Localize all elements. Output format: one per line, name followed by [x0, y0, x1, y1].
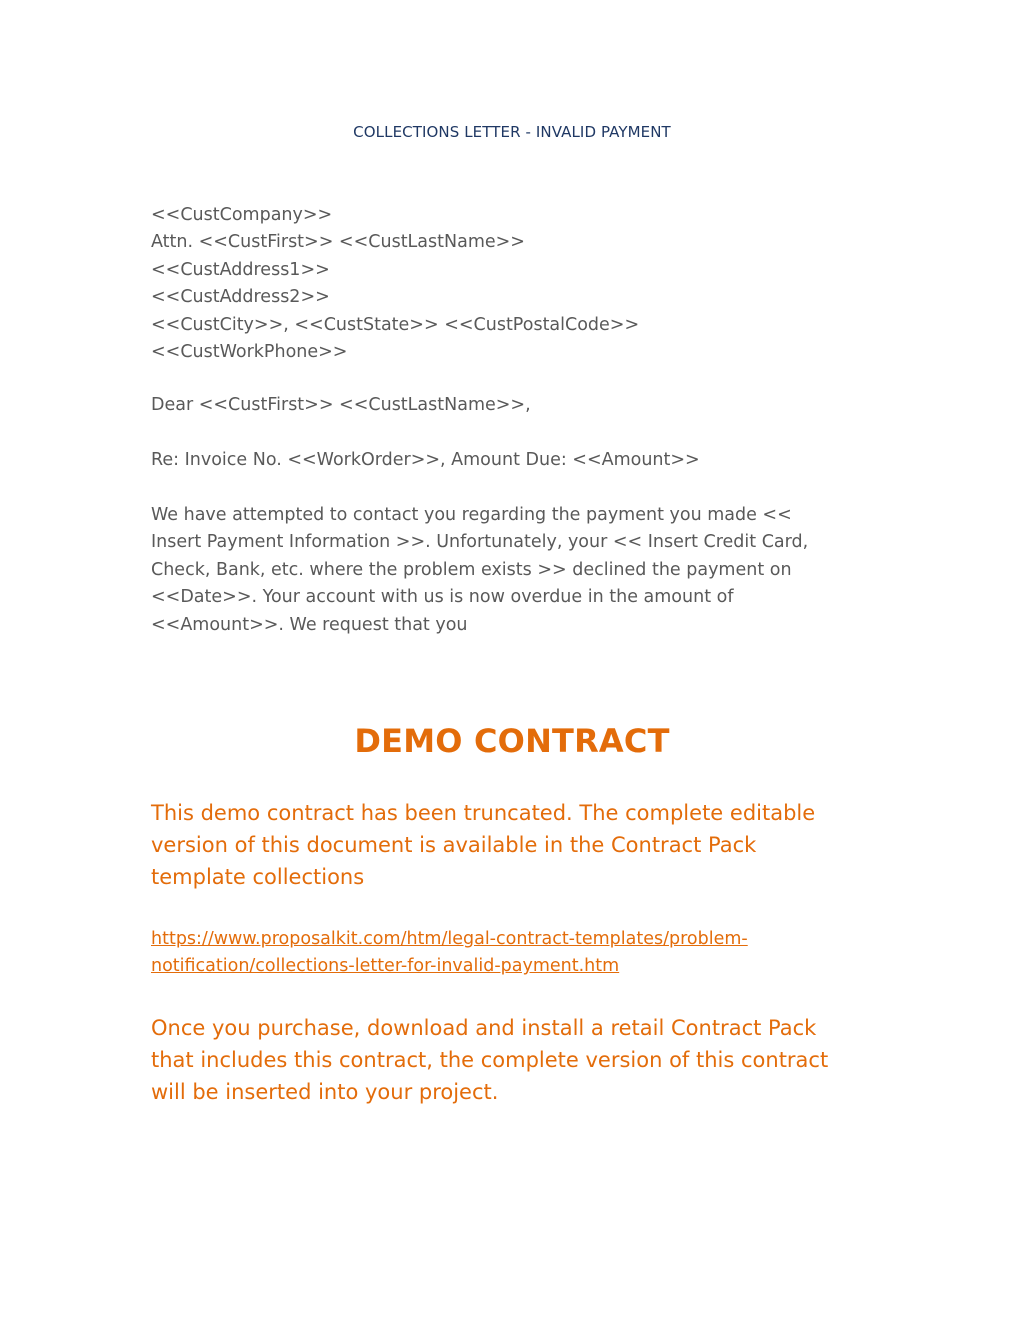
- address-line-attention: Attn. <<CustFirst>> <<CustLastName>>: [151, 232, 525, 253]
- purchase-note-line: Once you purchase, download and install a retail Contract Pack: [151, 1016, 817, 1040]
- demo-truncation-note: [151, 797, 871, 893]
- demo-contract-heading: DEMO CONTRACT: [354, 722, 670, 760]
- contract-template-link[interactable]: [151, 926, 871, 981]
- paragraph-line: <<Amount>>. We request that you: [151, 614, 468, 635]
- reference-line: Re: Invoice No. <<WorkOrder>>, Amount Due: <<Amount>>: [151, 450, 700, 470]
- address-line-2: <<CustAddress2>>: [151, 287, 330, 308]
- paragraph-line: We have attempted to contact you regarding the payment you made <<: [151, 505, 792, 525]
- paragraph-line: Insert Payment Information >>. Unfortunately, your << Insert Credit Card,: [151, 532, 809, 553]
- salutation: Dear <<CustFirst>> <<CustLastName>>,: [151, 395, 531, 415]
- purchase-note-line: that includes this contract, the complete version of this contract: [151, 1048, 829, 1072]
- address-line-city-state-zip: <<CustCity>>, <<CustState>> <<CustPostalCode>>: [151, 314, 640, 335]
- demo-note-line: template collections: [151, 865, 365, 889]
- link-line[interactable]: notification/collections-letter-for-invalid-payment.htm: [151, 956, 620, 977]
- paragraph-line: <<Date>>. Your account with us is now overdue in the amount of: [151, 587, 734, 608]
- demo-purchase-note: [151, 1012, 871, 1108]
- link-line[interactable]: https://www.proposalkit.com/htm/legal-contract-templates/problem-: [151, 929, 748, 949]
- address-line-phone: <<CustWorkPhone>>: [151, 342, 348, 363]
- demo-note-line: version of this document is available in the Contract Pack: [151, 833, 757, 857]
- recipient-address-block: [151, 202, 851, 366]
- document-title: COLLECTIONS LETTER - INVALID PAYMENT: [353, 123, 671, 141]
- address-line-1: <<CustAddress1>>: [151, 259, 330, 280]
- purchase-note-line: will be inserted into your project.: [151, 1080, 499, 1104]
- letter-paragraph: [151, 502, 851, 639]
- demo-note-line: This demo contract has been truncated. The complete editable: [151, 801, 816, 825]
- address-line-company: <<CustCompany>>: [151, 205, 333, 225]
- paragraph-line: Check, Bank, etc. where the problem exists >> declined the payment on: [151, 559, 792, 580]
